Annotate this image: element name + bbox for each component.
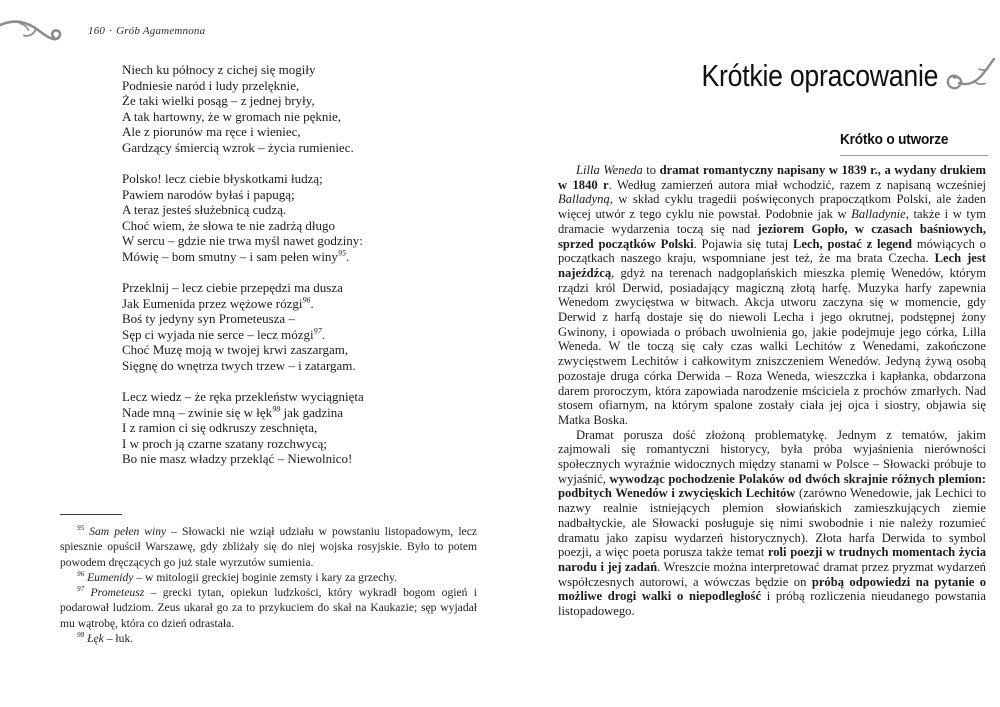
- poem-line: Sęp ci wyjada nie serce – lecz mózgi$^{97}$.: [122, 326, 325, 342]
- chapter-title-row: [663, 56, 996, 96]
- section-heading: Krótko o utworze: [840, 132, 989, 156]
- poem-line: Lecz wiedz – że ręka przekleństw wyciągnięta: [122, 389, 364, 404]
- footnotes-list: [60, 524, 477, 646]
- footnote-divider: [60, 514, 122, 515]
- chapter-title: Krótkie opracowanie: [701, 58, 938, 93]
- poem-line: W sercu – gdzie nie trwa myśl nawet godziny:: [122, 233, 363, 248]
- poem-line: I w proch ją czarne szatany rozchwycą;: [122, 435, 327, 451]
- poem-line: Pawiem narodów byłaś i papugą;: [122, 186, 295, 202]
- poem-line: Że taki wielki posąg – z jednej bryły,: [122, 93, 315, 108]
- poem-line: Polsko! lecz ciebie błyskotkami łudzą;: [122, 171, 323, 186]
- poem-line: Bo nie masz władzy przekląć – Niewolnico!: [122, 451, 353, 466]
- poem-line: Gardzący śmiercią wzrok – życia rumieniec.: [122, 139, 354, 155]
- header-title: Grób Agamemnona: [116, 25, 206, 37]
- poem-line: Mówię – bom smutny – i sam pełen winy$^{95}$.: [122, 248, 350, 264]
- poem-stanza: [122, 171, 502, 264]
- footnote: $^{98}$ Łęk – łuk.: [77, 631, 134, 646]
- poem-line: Boś ty jedyny syn Prometeusza –: [122, 311, 295, 326]
- poem-line: Nade mną – zwinie się w łęk$^{98}$ jak gadzina: [122, 404, 344, 420]
- poem-line: A teraz jesteś służebnicą cudzą.: [122, 202, 287, 217]
- header-separator: ·: [109, 25, 113, 37]
- poem-stanza: [122, 280, 502, 373]
- footnote: $^{95}$ Sam pełen winy – Słowacki nie wziął udziału w powstaniu listopadowym, lecz spiesznie opuścił Warszawę, gdy zbliżały się do niej wojska rosyjskie. Było to potem powodem dręczących go już stale wyrzutów sumienia.: [60, 524, 477, 569]
- poem-line: Ale z piorunów ma ręce i wieniec,: [122, 124, 301, 139]
- poem-line: I z ramion ci się odkruszy zeschnięta,: [122, 420, 318, 435]
- flourish-right-icon: [946, 56, 996, 96]
- footnotes: [60, 514, 477, 646]
- poem: [122, 62, 502, 483]
- paragraph: Dramat porusza dość złożoną problematykę. Jednym z tematów, jakim zajmowali się romantyczni historycy, była próba wyjaśnienia nierówności społecznych wyraźnie widocznych między stanami w Polsce – Słowacki próbuje to wyjaśnić, wywodząc pochodzenie Polaków od dwóch skrajnie różnych plemion: podbitych Wenedów i zwycięskich Lechitów (zarówno Wenedowie, jak Lechici to nazwy realnie istniejących plemion słowiańskich zamieszkujących ziemie nadbałtyckie, ale Słowacki posługuje się nimi swobodnie i nie należy rozumieć dramatu jako zapisu wydarzeń historycznych). Złota harfa Derwida to symbol poezji, a więc poeta porusza także temat roli poezji w trudnych momentach życia narodu i jej zadań. Wreszcie można interpretować dramat przez pryzmat wydarzeń współczesnych autorowi, a wówczas będzie on próbą odpowiedzi na pytanie o możliwe drogi walki o niepodległość i próbą rozliczenia nieudanego powstania listopadowego.: [558, 427, 987, 619]
- poem-line: A tak hartowny, że w gromach nie pęknie,: [122, 108, 342, 124]
- poem-line: Sięgnę do wnętrza twych trzew – i zatargam.: [122, 357, 356, 373]
- poem-line: Podniesie naród i ludy przelęknie,: [122, 77, 300, 93]
- paragraph: Lilla Weneda to dramat romantyczny napisany w 1839 r., a wydany drukiem w 1840 r. Według zamierzeń autora miał wchodzić, razem z napisaną wcześniej Balladyną, w skład cyklu tragedii poświęconych prapoczątkom Polski, ale żaden więcej utwór z tego cyklu nie powstał. Podobnie jak w Balladynie, także i w tym dramacie wydarzenia toczą się nad jeziorem Gopło, w czasach baśniowych, sprzed początków Polski. Pojawia się tutaj Lech, postać z legend mówiących o początkach naszego kraju, wspomniane jest też, że ma brata Czecha. Lech jest najeźdźcą, gdyż na terenach nadgoplańskich mieszka plemię Wenedów, którym rządzi król Derwid, posiadający magiczną złotą harfę. Muzyka harfy zapewnia Wenedom zwycięstwa w bitwach. Akcja utworu zaczyna się w momencie, gdy Derwid z harfą dostaje się do niewoli Lecha i jego okrutnej, podstępnej żony Gwinony, i opowiada o próbach uwolnienia go, jakie podejmuje jego córka, Lilla Weneda. W tle toczą się cały czas walki Lechitów z Wenedami, zakończone zwycięstwem Lechitów i całkowitym zniszczeniem Wenedów. Jedyną żywą osobą pozostaje druga córka Derwida – Roza Weneda, wieszczka i kapłanka, obdarzona darem proroczym, która zapowiada narodzenie mściciela z prochów zmarłych. Nad stosem ofiarnym, na którym spalone zostały ciała jej ojca i siostry, objawia się Matka Boska.: [558, 163, 986, 427]
- poem-stanza: [122, 389, 502, 467]
- poem-line: Choć Muzę moją w twojej krwi zaszargam,: [122, 342, 349, 357]
- poem-line: Choć wiem, że słowa te nie zadrżą długo: [122, 217, 335, 233]
- poem-stanza: [122, 62, 502, 155]
- footnote: $^{96}$ Eumenidy – w mitologii greckiej boginie zemsty i kary za grzechy.: [77, 570, 398, 584]
- article-body: [558, 163, 986, 619]
- poem-line: Jak Eumenida przez wężowe rózgi$^{96}$.: [122, 295, 314, 311]
- poem-line: Przeklnij – lecz ciebie przepędzi ma dusza: [122, 280, 343, 295]
- poem-line: Niech ku północy z cichej się mogiły: [122, 62, 316, 77]
- running-header: [88, 25, 205, 37]
- page-number: 160: [88, 25, 106, 37]
- footnote: $^{97}$ Prometeusz – grecki tytan, opiekun ludzkości, który wykradł bogom ogień i podarował ludziom. Zeus ukarał go za to przykuciem do skał na Kaukazie; sęp wyjadał mu wątrobę, która co dzień odrastała.: [60, 585, 477, 630]
- flourish-left-icon: [0, 18, 66, 48]
